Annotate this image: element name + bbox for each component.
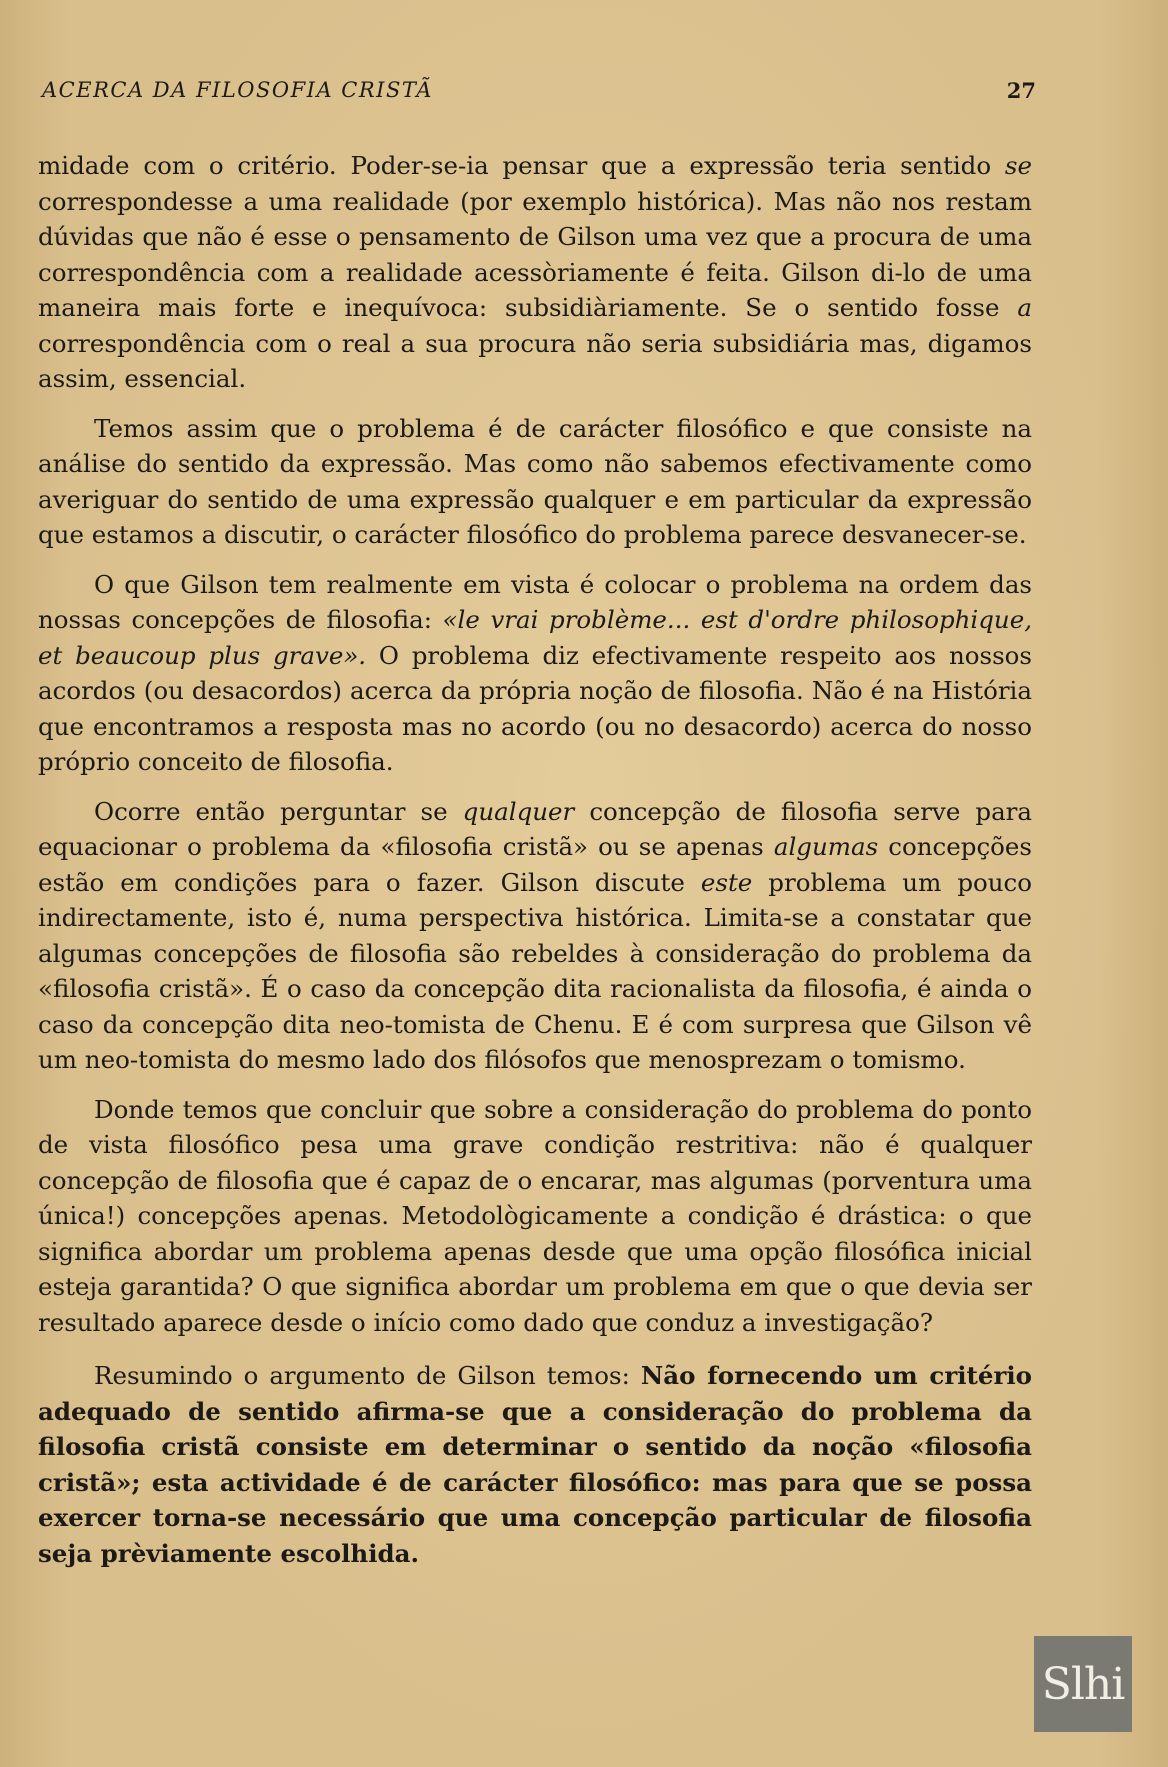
paragraph-6-bold-summary: Não fornecendo um critério adequado de sentido afirma-se que a consideração do problema da filosofia cristã consiste em determinar o sentido da noção «filosofia cristã»; esta actividade é de carácter filosófico: mas para que se possa exercer torna-se necessário que uma concepção particular de filosofia seja prèviamente escolhida. — [38, 1361, 1033, 1568]
paragraph-3-quote: «le vrai problème... est d'ordre philosophique, et beaucoup plus grave». — [38, 605, 1033, 670]
body-text — [38, 148, 1032, 1571]
watermark-text: Slhi — [1041, 1658, 1125, 1710]
page-number: 27 — [1006, 78, 1036, 103]
paragraph-4-emphasis-algumas: algumas — [773, 832, 879, 861]
paragraph-1-part-c: correspondesse a uma realidade (por exemplo histórica). Mas não nos restam dúvidas que não é esse o pensamento de Gilson uma vez que a procura de uma correspondência com a realidade acessòriamente é feita. Gilson di-lo de uma maneira mais forte e inequívoca: subsidiàriamente. Se o sentido fosse — [38, 186, 1032, 322]
paragraph-6-part-a: Resumindo o argumento de Gilson temos: — [94, 1361, 641, 1390]
paragraph-4-part-a: Ocorre então perguntar se — [94, 796, 463, 826]
paragraph-2: Temos assim que o problema é de carácter filosófico e que consiste na análise do sentido da expressão. Mas como não sabemos efectivamente como averiguar do sentido de uma expressão qualquer e em particular da expressão que estamos a discutir, o carácter filosófico do problema parece desvanecer-se. — [38, 413, 1032, 549]
paragraph-4-part-c: concepção de filosofia serve para equacionar o problema da «filosofia cristã» ou se apenas — [38, 796, 1033, 861]
paragraph-3 — [38, 567, 1032, 780]
paragraph-5: Donde temos que concluir que sobre a consideração do problema do ponto de vista filosófico pesa uma grave condição restritiva: não é qualquer concepção de filosofia que é capaz de o encarar, mas algumas (porventura uma única!) concepções apenas. Metodològicamente a condição é drástica: o que significa abordar um problema apenas desde que uma opção filosófica inicial esteja garantida? O que significa abordar um problema em que o que devia ser resultado aparece desde o início como dado que conduz a investigação? — [38, 1094, 1032, 1337]
paragraph-4-part-g: problema um pouco indirectamente, isto é, numa perspectiva histórica. Limita-se a constatar que algumas concepções de filosofia são rebeldes à consideração do problema da «filosofia cristã». É o caso da concepção dita racionalista da filosofia, é ainda o caso da concepção dita neo-tomista de Chenu. E é com surpresa que Gilson vê um neo-tomista do mesmo lado dos filósofos que menosprezam o tomismo. — [38, 867, 1033, 1074]
paragraph-3-part-c: O problema diz efectivamente respeito aos nossos acordos (ou desacordos) acerca da própria noção de filosofia. Não é na História que encontramos a resposta mas no acordo (ou no desacordo) acerca do nosso próprio conceito de filosofia. — [38, 640, 1032, 776]
paragraph-1-part-a: midade com o critério. Poder-se-ia pensar que a expressão teria sentido — [38, 151, 1005, 180]
running-title: ACERCA DA FILOSOFIA CRISTÃ — [42, 78, 433, 102]
paragraph-1-part-e: correspondência com o real a sua procura não seria subsidiária mas, digamos assim, essencial. — [38, 328, 1032, 393]
paragraph-1-emphasis-a: a — [1017, 293, 1032, 322]
paragraph-3-part-a: O que Gilson tem realmente em vista é colocar o problema na ordem das nossas concepções de filosofia: — [38, 569, 1032, 634]
paragraph-4 — [38, 794, 1032, 1078]
paragraph-6 — [38, 1358, 1032, 1571]
paragraph-4-emphasis-qualquer: qualquer — [462, 796, 575, 826]
paragraph-4-part-e: concepções estão em condições para o fazer. Gilson discute — [38, 832, 1032, 897]
paragraph-1 — [38, 148, 1032, 397]
running-header — [42, 78, 1036, 110]
paragraph-1-emphasis-se: se — [1004, 151, 1032, 180]
paragraph-4-emphasis-este: este — [700, 867, 753, 897]
library-watermark-stamp — [1034, 1636, 1132, 1732]
